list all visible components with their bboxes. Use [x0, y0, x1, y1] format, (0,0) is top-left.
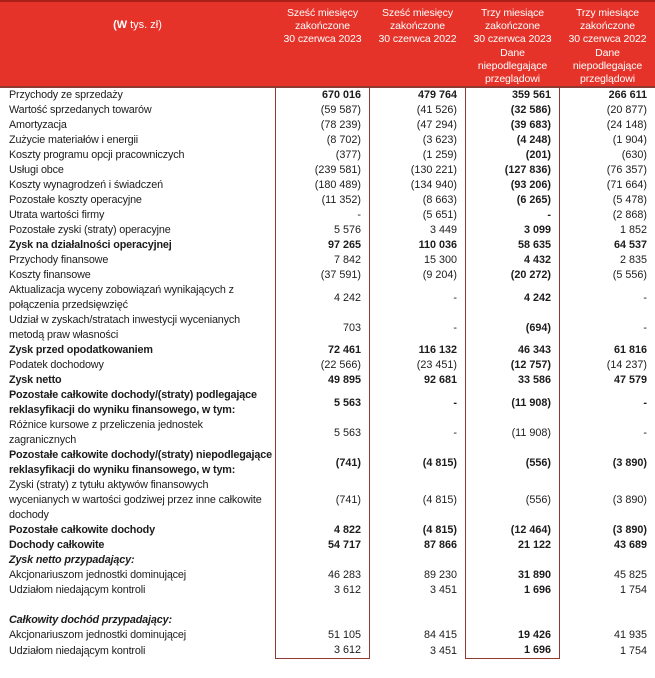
cell-value: (78 239) [275, 118, 370, 133]
table-row [0, 148, 655, 163]
cell-value: 4 822 [275, 523, 370, 538]
row-label-line: Zysk na działalności operacyjnej [9, 239, 172, 251]
cell-value [465, 613, 560, 628]
row-label [0, 373, 275, 388]
cell-value: - [643, 321, 647, 334]
cell-value: - [643, 291, 647, 304]
row-label [0, 253, 275, 268]
row-label [0, 148, 275, 163]
cell-value: (4 815) [422, 456, 457, 469]
row-label-line: Pozostałe całkowite dochody/(straty) podlegające [9, 389, 257, 401]
row-label-line: Zysk przed opodatkowaniem [9, 344, 153, 356]
cell-value: (14 237) [606, 359, 647, 371]
cell-value: 72 461 [275, 343, 370, 358]
cell-value: 64 537 [613, 239, 647, 251]
cell-value: - [275, 208, 370, 223]
cell-value [465, 598, 560, 613]
cell-value: 84 415 [423, 629, 457, 641]
cell-value [370, 553, 465, 568]
cell-value: (71 664) [606, 179, 647, 191]
table-row [0, 478, 655, 523]
table-row [0, 238, 655, 253]
cell-value: 54 717 [275, 538, 370, 553]
cell-value: (37 591) [275, 268, 370, 283]
row-label-line: Różnice kursowe z przeliczenia jednostek [9, 419, 203, 431]
cell-value: (9 204) [422, 269, 457, 281]
table-row [0, 178, 655, 193]
row-label-line: Pozostałe koszty operacyjne [9, 194, 142, 206]
row-label-line: Pozostałe zyski (straty) operacyjne [9, 224, 171, 236]
row-label [0, 178, 275, 193]
row-label [0, 628, 275, 643]
cell-value: (4 815) [422, 494, 457, 506]
cell-value: 1 696 [465, 583, 560, 598]
cell-value: (20 272) [465, 268, 560, 283]
table-header-banner [0, 0, 655, 86]
cell-value: (2 868) [612, 209, 647, 221]
row-label-line: Przychody finansowe [9, 254, 109, 266]
cell-value: 1 852 [619, 224, 647, 236]
column-header-three-months-2023: Trzy miesiące zakończone 30 czerwca 2023 Dane niepodlegające przeglądowi [473, 7, 552, 86]
table-row [0, 193, 655, 208]
cell-value [370, 598, 465, 613]
cell-value: 3 451 [429, 584, 457, 596]
cell-value: (20 877) [606, 104, 647, 116]
row-label-line: Wartość sprzedanych towarów [9, 104, 152, 116]
unit-label-suffix: tys. zł) [130, 19, 162, 31]
cell-value: 1 754 [619, 644, 647, 657]
cell-value: 47 579 [613, 374, 647, 386]
table-row [0, 583, 655, 598]
cell-value: - [643, 426, 647, 439]
cell-value: 21 122 [465, 538, 560, 553]
cell-value: (556) [465, 448, 560, 478]
cell-value: 2 835 [619, 254, 647, 266]
cell-value: (8 663) [422, 194, 457, 206]
table-row [0, 643, 655, 659]
table-row [0, 133, 655, 148]
cell-value: 479 764 [417, 89, 457, 101]
row-label [0, 118, 275, 133]
row-label [0, 538, 275, 553]
cell-value: 92 681 [423, 374, 457, 386]
cell-value: 359 561 [465, 88, 560, 103]
cell-value [465, 553, 560, 568]
cell-value: (12 757) [465, 358, 560, 373]
row-label-line: Udziałom niedającym kontroli [9, 584, 146, 596]
cell-value: (127 836) [465, 163, 560, 178]
cell-value: (5 651) [422, 209, 457, 221]
cell-value: (201) [465, 148, 560, 163]
cell-value: 46 343 [465, 343, 560, 358]
row-label [0, 613, 275, 628]
row-label-line: metodą praw własności [9, 329, 119, 341]
row-label-line: Udział w zyskach/stratach inwestycji wycenianych [9, 314, 241, 326]
row-label-line: Podatek dochodowy [9, 359, 104, 371]
cell-value [560, 598, 655, 613]
row-label [0, 523, 275, 538]
cell-value: (1 904) [612, 134, 647, 146]
cell-value: (5 478) [612, 194, 647, 206]
cell-value: (11 908) [465, 388, 560, 418]
table-body [0, 86, 655, 659]
row-label [0, 103, 275, 118]
row-label [0, 193, 275, 208]
column-header-six-months-2023: Sześć miesięcy zakończone 30 czerwca 2023 [283, 7, 362, 46]
table-row [0, 283, 655, 313]
table-row [0, 568, 655, 583]
cell-value: (377) [275, 148, 370, 163]
cell-value: 116 132 [418, 344, 457, 356]
table-row [0, 418, 655, 448]
row-label [0, 88, 275, 103]
row-label [0, 208, 275, 223]
cell-value: 266 611 [608, 89, 647, 101]
row-label-line: Pozostałe całkowite dochody [9, 524, 155, 536]
cell-value: (8 702) [275, 133, 370, 148]
cell-value: (239 581) [275, 163, 370, 178]
cell-value: 31 890 [465, 568, 560, 583]
cell-value: 45 825 [613, 569, 647, 581]
cell-value: 49 895 [275, 373, 370, 388]
cell-value: (23 451) [416, 359, 457, 371]
row-label [0, 553, 275, 568]
cell-value: 15 300 [423, 254, 457, 266]
cell-value: - [453, 396, 457, 409]
row-label [0, 238, 275, 253]
table-row [0, 373, 655, 388]
row-label [0, 418, 275, 448]
row-label [0, 448, 275, 478]
cell-value: 41 935 [613, 629, 647, 641]
cell-value: 51 105 [275, 628, 370, 643]
row-label [0, 644, 275, 659]
row-label-line: reklasyfikacji do wyniku finansowego, w tym: [9, 464, 236, 476]
row-label [0, 313, 275, 343]
row-label [0, 583, 275, 598]
table-row [0, 118, 655, 133]
cell-value: 58 635 [465, 238, 560, 253]
cell-value: (6 265) [465, 193, 560, 208]
cell-value: (12 464) [465, 523, 560, 538]
table-row [0, 268, 655, 283]
cell-value: (3 890) [612, 524, 647, 536]
cell-value: (630) [621, 149, 647, 161]
table-row [0, 388, 655, 418]
cell-value: 33 586 [465, 373, 560, 388]
table-row [0, 88, 655, 103]
cell-value: 97 265 [275, 238, 370, 253]
cell-value: (11 352) [275, 193, 370, 208]
row-label-line: Zysk netto przypadający: [9, 554, 135, 566]
cell-value: 3 451 [429, 644, 457, 657]
row-label-line: Akcjonariuszom jednostki dominującej [9, 569, 187, 581]
unit-label [0, 2, 275, 86]
cell-value: 1 696 [465, 643, 560, 659]
cell-value: - [643, 396, 647, 409]
cell-value: 19 426 [465, 628, 560, 643]
cell-value: (32 586) [465, 103, 560, 118]
cell-value: 5 576 [275, 223, 370, 238]
cell-value: 4 242 [275, 283, 370, 313]
cell-value: - [453, 321, 457, 334]
row-label [0, 478, 275, 523]
row-label-line: Zyski (straty) z tytułu aktywów finansowych [9, 479, 209, 491]
table-row [0, 313, 655, 343]
column-header-three-months-2022: Trzy miesiące zakończone 30 czerwca 2022 Dane niepodlegające przeglądowi [568, 7, 647, 86]
cell-value: 5 563 [275, 418, 370, 448]
table-row [0, 358, 655, 373]
cell-value: (130 221) [410, 164, 457, 176]
row-label-line: Utrata wartości firmy [9, 209, 105, 221]
cell-value: (93 206) [465, 178, 560, 193]
cell-value: 110 036 [418, 239, 457, 251]
table-row [0, 448, 655, 478]
row-label [0, 283, 275, 313]
cell-value: 4 432 [465, 253, 560, 268]
cell-value: 3 449 [429, 224, 457, 236]
cell-value: (3 623) [422, 134, 457, 146]
cell-value: 670 016 [275, 88, 370, 103]
row-label-line: Pozostałe całkowite dochody/(straty) niepodlegające [9, 449, 272, 461]
table-row [0, 628, 655, 643]
cell-value: 3 099 [465, 223, 560, 238]
cell-value [275, 553, 370, 568]
cell-value: (47 294) [416, 119, 457, 131]
table-row [0, 523, 655, 538]
cell-value: - [465, 208, 560, 223]
cell-value: 7 842 [275, 253, 370, 268]
cell-value [275, 598, 370, 613]
cell-value: (3 890) [612, 456, 647, 469]
table-row [0, 223, 655, 238]
row-label-line: Dochody całkowite [9, 539, 105, 551]
cell-value: 43 689 [613, 539, 647, 551]
cell-value: 5 563 [275, 388, 370, 418]
row-label [0, 133, 275, 148]
row-label-line: Zużycie materiałów i energii [9, 134, 139, 146]
cell-value: - [453, 291, 457, 304]
cell-value: (556) [465, 478, 560, 523]
row-label-line: Udziałom niedającym kontroli [9, 644, 146, 657]
row-label-line: reklasyfikacji do wyniku finansowego, w tym: [9, 404, 236, 416]
cell-value: (741) [275, 448, 370, 478]
row-label-line: Całkowity dochód przypadający: [9, 614, 172, 626]
table-row [0, 103, 655, 118]
row-label-line: Amortyzacja [9, 119, 67, 131]
cell-value: (4 248) [465, 133, 560, 148]
cell-value: 87 866 [423, 539, 457, 551]
row-label-line: połączenia przedsięwzięć [9, 299, 128, 311]
cell-value: (59 587) [275, 103, 370, 118]
cell-value: (741) [275, 478, 370, 523]
cell-value: 3 612 [275, 583, 370, 598]
cell-value: (134 940) [410, 179, 457, 191]
cell-value: 61 816 [613, 344, 647, 356]
table-row [0, 163, 655, 178]
cell-value: (22 566) [275, 358, 370, 373]
cell-value: (1 259) [422, 149, 457, 161]
cell-value: (3 890) [612, 494, 647, 506]
row-label-line: zagranicznych [9, 434, 77, 446]
cell-value: (180 489) [275, 178, 370, 193]
row-label-line: Aktualizacja wyceny zobowiązań wynikających z [9, 284, 234, 296]
cell-value: (41 526) [416, 104, 457, 116]
row-label-line: Koszty finansowe [9, 269, 91, 281]
table-row [0, 208, 655, 223]
cell-value: - [453, 426, 457, 439]
row-label [0, 358, 275, 373]
row-label [0, 163, 275, 178]
cell-value: 703 [275, 313, 370, 343]
row-label-line: Koszty wynagrodzeń i świadczeń [9, 179, 163, 191]
section-header-row [0, 553, 655, 568]
row-label [0, 388, 275, 418]
cell-value: 89 230 [423, 569, 457, 581]
cell-value [560, 553, 655, 568]
cell-value: (39 683) [465, 118, 560, 133]
table-row [0, 538, 655, 553]
row-label [0, 223, 275, 238]
row-label-line: Akcjonariuszom jednostki dominującej [9, 629, 187, 641]
cell-value: 46 283 [275, 568, 370, 583]
cell-value: (24 148) [606, 119, 647, 131]
column-header-six-months-2022: Sześć miesięcy zakończone 30 czerwca 2022 [378, 7, 457, 46]
row-label-line: wycenianych w wartości godziwej przez inne całkowite [9, 494, 262, 506]
spacer-row [0, 598, 655, 613]
row-label-line: dochody [9, 509, 49, 521]
row-label-line: Zysk netto [9, 374, 62, 386]
cell-value: 4 242 [465, 283, 560, 313]
row-label-line: Koszty programu opcji pracowniczych [9, 149, 185, 161]
cell-value: 1 754 [619, 584, 647, 596]
cell-value [275, 613, 370, 628]
row-label-line: Przychody ze sprzedaży [9, 89, 123, 101]
cell-value [560, 613, 655, 628]
row-label [0, 568, 275, 583]
cell-value: (4 815) [422, 524, 457, 536]
section-header-row [0, 613, 655, 628]
unit-label-prefix: (W [113, 19, 128, 31]
row-label [0, 343, 275, 358]
cell-value: (694) [465, 313, 560, 343]
cell-value: (5 556) [612, 269, 647, 281]
cell-value: (76 357) [606, 164, 647, 176]
row-label-line: Usługi obce [9, 164, 64, 176]
row-label [0, 268, 275, 283]
table-row [0, 253, 655, 268]
cell-value [370, 613, 465, 628]
cell-value: (11 908) [465, 418, 560, 448]
cell-value: 3 612 [275, 643, 370, 659]
table-row [0, 343, 655, 358]
